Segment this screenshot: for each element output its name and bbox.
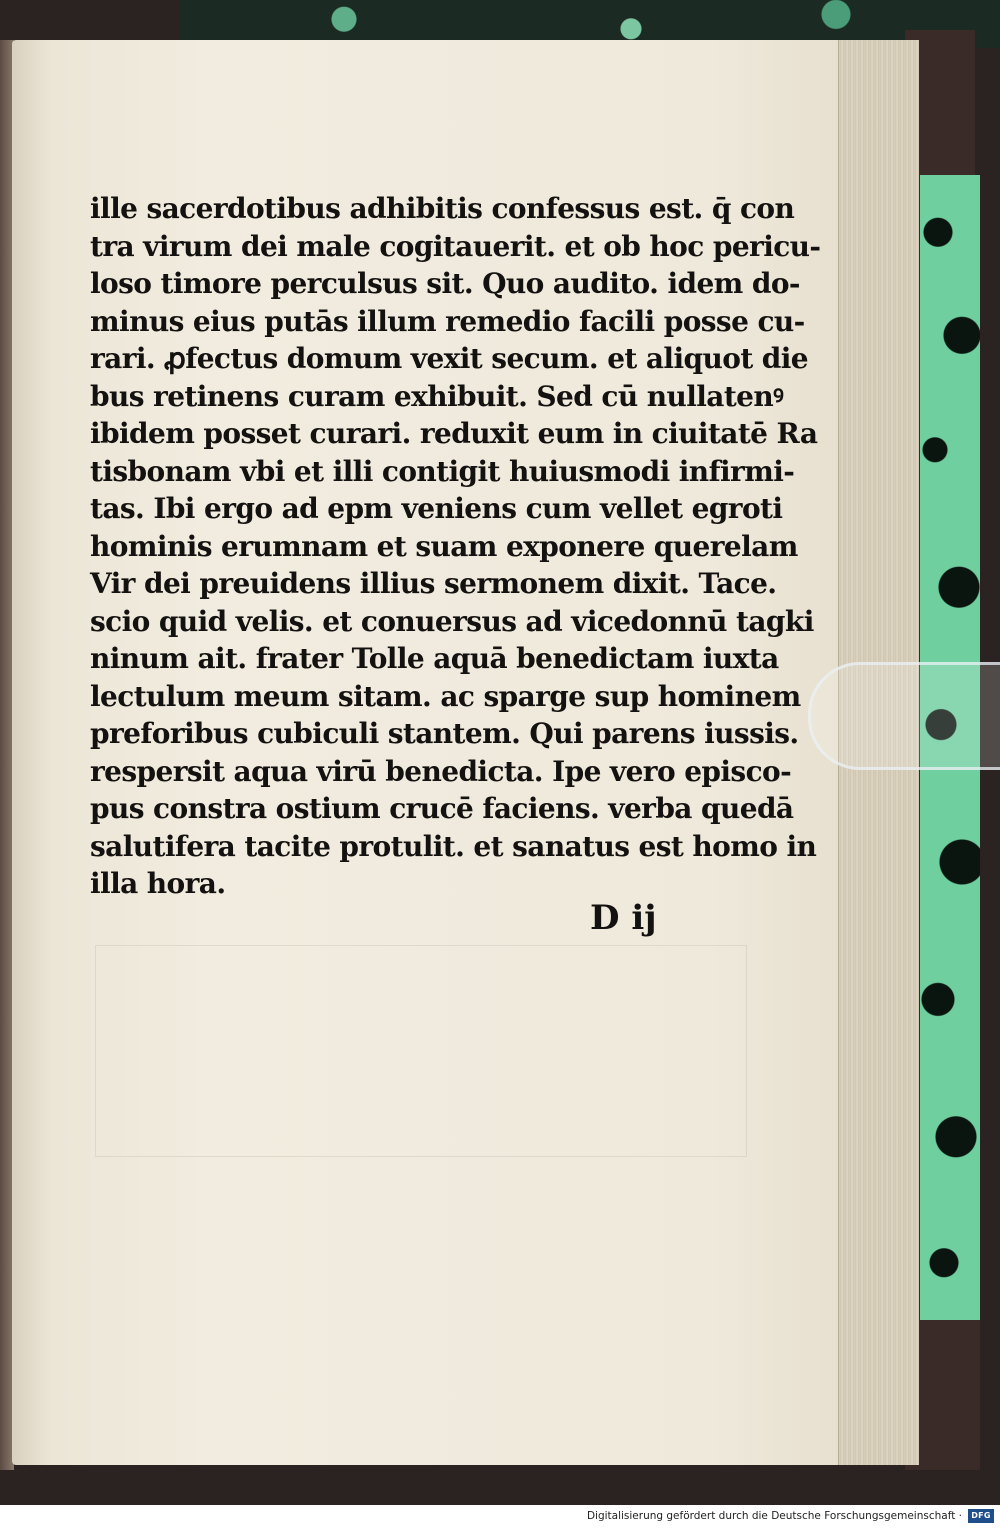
show-through-woodcut [95,945,747,1157]
text-line: preforibus cubiculi stantem. Qui parens iussis. [90,717,799,750]
text-line: tas. Ibi ergo ad epm veniens cum vellet egroti [90,492,783,525]
text-line: minus eius putās illum remedio facili posse cu- [90,304,805,338]
text-line: lectulum meum sitam. ac sparge sup hominem [90,679,801,713]
text-line: illa hora. [90,867,226,900]
text-line: tra virum dei male cogitauerit. et ob hoc pericu- [90,229,821,263]
text-line: rari. ꝓfectus domum vexit secum. et aliquot die [90,342,809,375]
text-line: respersit aqua virū benedicta. Ipe vero episco- [90,754,792,788]
text-line: Vir dei preuidens illius sermonem dixit. Tace. [90,567,777,600]
text-line: ibidem posset curari. reduxit eum in ciuitatē Ra [90,417,818,450]
text-line: ninum ait. frater Tolle aquā benedictam iuxta [90,642,779,675]
page-clip [808,662,1000,770]
dfg-logo: DFG [968,1509,994,1523]
signature-mark: D ij [590,898,657,938]
text-line: salutifera tacite protulit. et sanatus est homo in [90,829,817,863]
text-line: scio quid velis. et conuersus ad vicedonnū tagki [90,604,814,638]
funding-credit: Digitalisierung gefördert durch die Deutsche Forschungsgemeinschaft · [586,1510,962,1522]
text-line: tisbonam vbi et illi contigit huiusmodi infirmi- [90,454,795,488]
text-line: bus retinens curam exhibuit. Sed cū nullatenꝰ [90,379,784,413]
text-line: loso timore perculsus sit. Quo audito. idem do- [90,267,800,300]
text-line: hominis erumnam et suam exponere querelam [90,529,798,563]
page-text [90,190,821,903]
text-line: ille sacerdotibus adhibitis confessus est. q̄ con [90,192,795,225]
text-line: pus constra ostium crucē faciens. verba quedā [90,792,794,825]
